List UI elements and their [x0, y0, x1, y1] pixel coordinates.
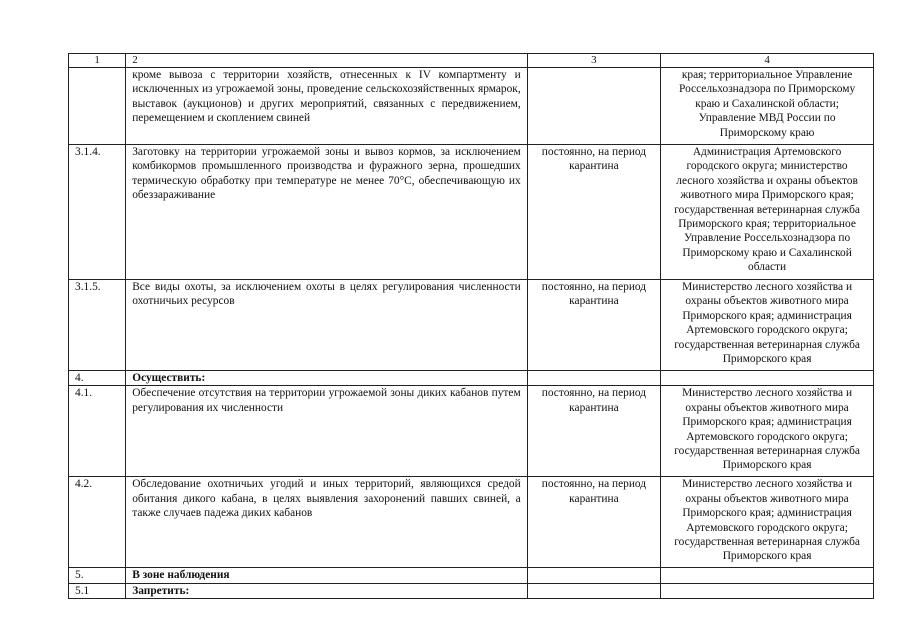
empty-cell: [527, 568, 660, 583]
responsible-text: Министерство лесного хозяйства и охраны объектов животного мира Приморского края; администрация Артемовского городского округа; государственная ветеринарная служба Приморского края: [661, 477, 874, 568]
measures-table: [68, 53, 874, 599]
measure-text: Заготовку на территории угрожаемой зоны и вывоз кормов, за исключением комбикормов промышленного производства и фуражного зерна, прошедших термическую обработку при температуре не менее 70°С, обеспечивающую их обеззараживание: [126, 145, 527, 280]
responsible-text: Администрация Артемовского городского округа; министерство лесного хозяйства и охраны объектов животного мира Приморского края; государственная ветеринарная служба Приморского края; территориальное Управление Россельхознадзора по Приморскому краю и Сахалинской области: [661, 145, 874, 280]
table-header-row: [69, 54, 874, 68]
table-row: [69, 68, 874, 145]
header-cell: 1: [69, 54, 126, 68]
item-number: 5.: [69, 568, 126, 583]
item-number: 5.1: [69, 583, 126, 598]
document-page: [68, 53, 874, 599]
responsible-text: края; территориальное Управление Россельхознадзора по Приморскому краю и Сахалинской области; Управление МВД России по Приморскому краю: [661, 68, 874, 145]
empty-cell: [661, 583, 874, 598]
table-row: [69, 145, 874, 280]
empty-cell: [661, 371, 874, 386]
measure-text: кроме вывоза с территории хозяйств, отнесенных к IV компартменту и исключенных из угрожаемой зоны, проведение сельскохозяйственных ярмарок, выставок (аукционов) и других мероприятий, связанных с передвижением, перемещением и скоплением свиней: [126, 68, 527, 145]
section-row: [69, 371, 874, 386]
term-text: [527, 68, 660, 145]
empty-cell: [527, 583, 660, 598]
term-text: постоянно, на период карантина: [527, 145, 660, 280]
item-number: 4.2.: [69, 477, 126, 568]
item-number: 4.1.: [69, 386, 126, 477]
header-cell: 4: [661, 54, 874, 68]
table-row: [69, 477, 874, 568]
section-row: [69, 568, 874, 583]
item-number: [69, 68, 126, 145]
table-row: [69, 386, 874, 477]
section-row: [69, 583, 874, 598]
responsible-text: Министерство лесного хозяйства и охраны объектов животного мира Приморского края; администрация Артемовского городского округа; государственная ветеринарная служба Приморского края: [661, 280, 874, 371]
term-text: постоянно, на период карантина: [527, 280, 660, 371]
empty-cell: [527, 371, 660, 386]
empty-cell: [661, 568, 874, 583]
measure-text: Все виды охоты, за исключением охоты в целях регулирования численности охотничьих ресурсов: [126, 280, 527, 371]
item-number: 3.1.4.: [69, 145, 126, 280]
responsible-text: Министерство лесного хозяйства и охраны объектов животного мира Приморского края; администрация Артемовского городского округа; государственная ветеринарная служба Приморского края: [661, 386, 874, 477]
term-text: постоянно, на период карантина: [527, 386, 660, 477]
item-number: 4.: [69, 371, 126, 386]
measure-text: Обследование охотничьих угодий и иных территорий, являющихся средой обитания дикого кабана, в целях выявления захоронений павших свиней, а также случаев падежа диких кабанов: [126, 477, 527, 568]
section-title: В зоне наблюдения: [126, 568, 527, 583]
section-title: Запретить:: [126, 583, 527, 598]
header-cell: 2: [126, 54, 527, 68]
header-cell: 3: [527, 54, 660, 68]
section-title: Осуществить:: [126, 371, 527, 386]
item-number: 3.1.5.: [69, 280, 126, 371]
table-row: [69, 280, 874, 371]
term-text: постоянно, на период карантина: [527, 477, 660, 568]
measure-text: Обеспечение отсутствия на территории угрожаемой зоны диких кабанов путем регулирования их численности: [126, 386, 527, 477]
